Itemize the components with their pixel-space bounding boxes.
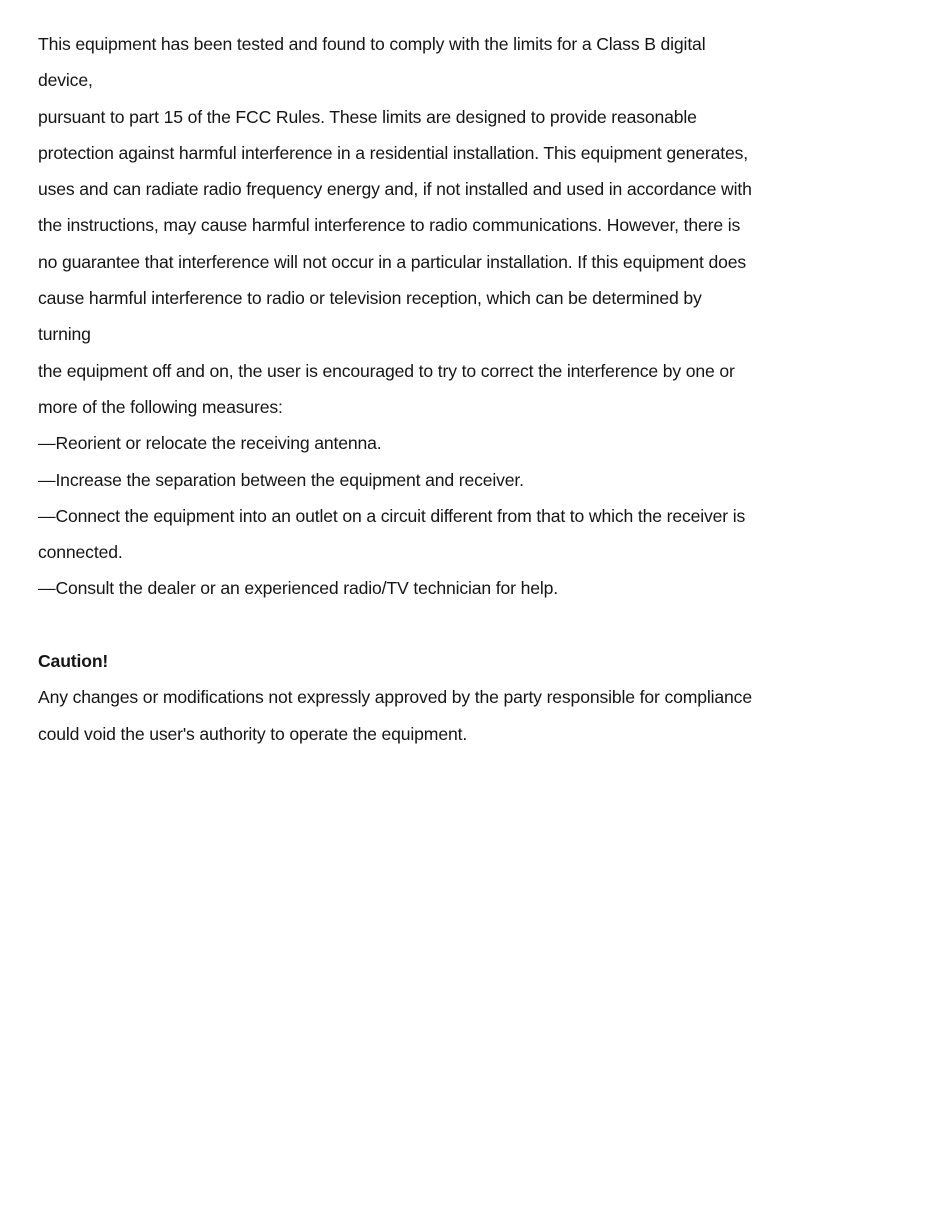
caution-line: Any changes or modifications not expressly approved by the party responsible for compliance <box>38 687 752 708</box>
statement-line: uses and can radiate radio frequency energy and, if not installed and used in accordance with <box>38 179 752 200</box>
measures-list <box>38 425 908 606</box>
statement-line: the instructions, may cause harmful interference to radio communications. However, there is <box>38 215 741 236</box>
statement-line: This equipment has been tested and found to comply with the limits for a Class B digital <box>38 34 706 54</box>
statement-line: pursuant to part 15 of the FCC Rules. These limits are designed to provide reasonable <box>38 106 697 127</box>
measure-item: —Increase the separation between the equipment and receiver. <box>38 469 524 490</box>
measure-item: —Connect the equipment into an outlet on a circuit different from that to which the receiver is <box>38 505 746 526</box>
measure-item: connected. <box>38 542 123 563</box>
statement-line: no guarantee that interference will not occur in a particular installation. If this equipment does <box>38 251 747 272</box>
caution-heading: Caution! <box>38 651 109 672</box>
statement-line: more of the following measures: <box>38 396 283 417</box>
caution-section <box>38 643 908 752</box>
statement-line: cause harmful interference to radio or television reception, which can be determined by <box>38 288 702 309</box>
statement-line: turning <box>38 324 91 345</box>
statement-line: protection against harmful interference in a residential installation. This equipment generates, <box>38 142 748 163</box>
document-page <box>38 26 908 752</box>
caution-line: could void the user's authority to operate the equipment. <box>38 723 468 744</box>
fcc-statement <box>38 26 908 425</box>
section-spacer <box>38 607 908 643</box>
measure-item: —Reorient or relocate the receiving antenna. <box>38 433 382 454</box>
statement-line: the equipment off and on, the user is encouraged to try to correct the interference by one or <box>38 360 735 381</box>
measure-item: —Consult the dealer or an experienced radio/TV technician for help. <box>38 578 559 599</box>
statement-line: device, <box>38 70 93 91</box>
